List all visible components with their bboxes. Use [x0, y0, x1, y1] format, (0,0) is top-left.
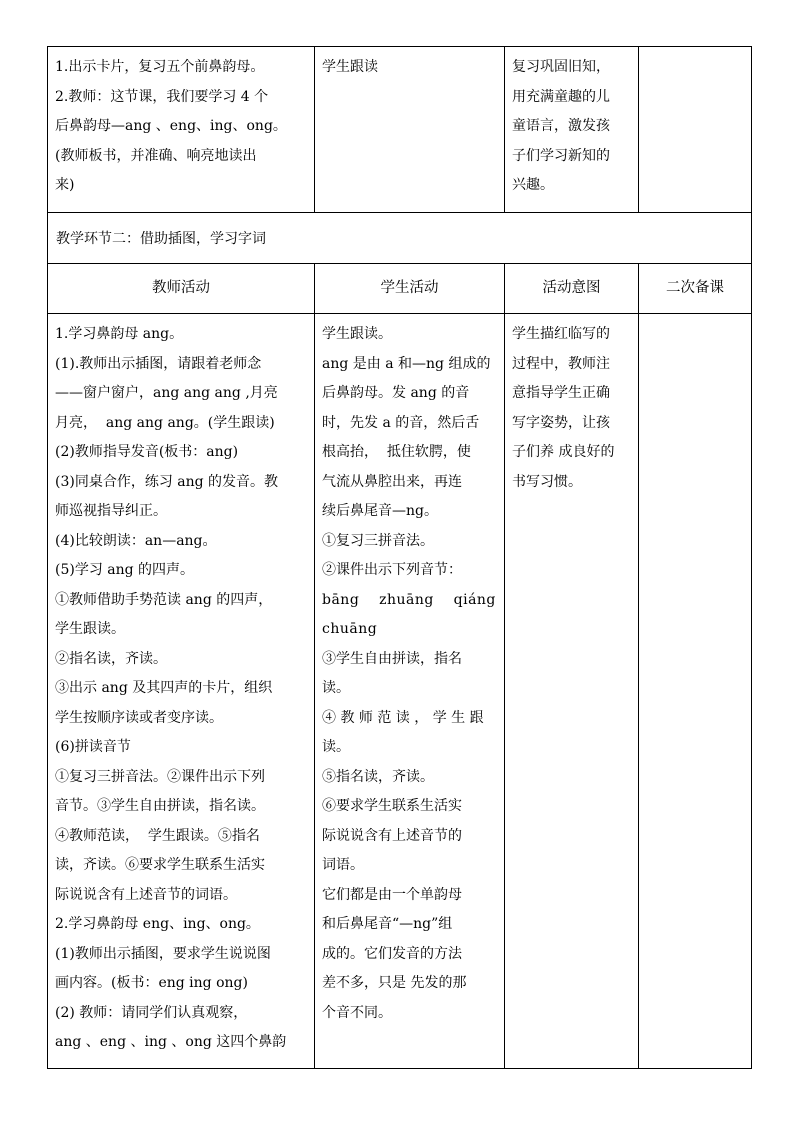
student-line: 续后鼻尾音—ng。	[322, 503, 438, 519]
purpose-line: 子们养 成良好的	[512, 444, 615, 460]
student-line: ang 是由 a 和—ng 组成的	[322, 355, 491, 372]
student-line: 个音不同。	[322, 1004, 392, 1021]
intro-teacher-line: 后鼻韵母—ang 、eng、ing、ong。	[55, 118, 287, 134]
purpose-line: 书写习惯。	[512, 473, 582, 490]
teacher-line: 音节。③学生自由拼读，指名读。	[55, 798, 265, 814]
student-line: 际说说含有上述音节的	[322, 827, 462, 844]
teacher-line: (1)教师出示插图，要求学生说说图	[55, 945, 271, 962]
section-title: 教学环节二：借助插图，学习字词	[48, 213, 752, 264]
intro-purpose-line: 童语言，激发孩	[512, 118, 610, 134]
header-row	[48, 263, 752, 314]
header-teacher-activity: 教师活动	[48, 263, 315, 314]
intro-purpose-line: 兴趣。	[512, 177, 554, 193]
teacher-line: ——窗户窗户，ang ang ang ,月亮	[55, 385, 278, 401]
teacher-line: 师巡视指导纠正。	[55, 503, 167, 519]
intro-student-line: 学生跟读	[322, 59, 378, 75]
pinyin-syllables-line: chuāng	[322, 621, 378, 637]
teacher-line: ②指名读，齐读。	[55, 650, 167, 667]
header-activity-purpose: 活动意图	[505, 263, 639, 314]
teacher-line: ③出示 ang 及其四声的卡片，组织	[55, 680, 273, 696]
teacher-line: (3)同桌合作，练习 ang 的发音。教	[55, 473, 279, 490]
intro-notes-cell	[639, 47, 752, 213]
lesson-plan-table	[47, 46, 752, 1069]
teacher-line: 1.学习鼻韵母 ang。	[55, 326, 184, 342]
student-line: 差不多，只是 先发的那	[322, 975, 467, 991]
student-line: 后鼻韵母。发 ang 的音	[322, 385, 470, 401]
main-purpose-cell	[505, 314, 639, 1069]
intro-teacher-line: 2.教师：这节课，我们要学习 4 个	[55, 88, 269, 105]
teacher-line: 2.学习鼻韵母 eng、ing、ong。	[55, 916, 260, 932]
student-line: 根高抬， 抵住软腭，使	[322, 444, 471, 460]
student-line: ④ 教 师 范 读 ， 学 生 跟	[322, 709, 484, 726]
intro-purpose-cell	[505, 47, 639, 213]
teacher-line: 画内容。(板书：eng ing ong)	[55, 975, 248, 991]
student-line: ②课件出示下列音节：	[322, 562, 462, 578]
teacher-line: 际说说含有上述音节的词语。	[55, 886, 237, 903]
main-teacher-cell	[48, 314, 315, 1069]
section-row	[48, 213, 752, 264]
student-line: ①复习三拼音法。	[322, 532, 434, 549]
teacher-line: 学生跟读。	[55, 621, 125, 637]
student-line: 气流从鼻腔出来，再连	[322, 473, 462, 490]
teacher-line: ang 、eng 、ing 、ong 这四个鼻韵	[55, 1034, 287, 1050]
header-second-prep: 二次备课	[639, 263, 752, 314]
intro-row	[48, 47, 752, 213]
student-line: ⑤指名读，齐读。	[322, 768, 434, 785]
teacher-line: 学生按顺序读或者变序读。	[55, 709, 223, 726]
student-line: 读。	[322, 739, 350, 755]
teacher-line: ①复习三拼音法。②课件出示下列	[55, 768, 265, 785]
teacher-line: (6)拼读音节	[55, 739, 131, 755]
teacher-line: ①教师借助手势范读 ang 的四声，	[55, 591, 273, 608]
intro-purpose-line: 用充满童趣的儿	[512, 88, 610, 105]
teacher-line: 月亮， ang ang ang。(学生跟读)	[55, 414, 275, 431]
teacher-line: ④教师范读， 学生跟读。⑤指名	[55, 827, 260, 844]
student-line: ③学生自由拼读，指名	[322, 650, 462, 667]
main-row	[48, 314, 752, 1069]
teacher-line: (2)教师指导发音(板书：ang)	[55, 444, 239, 460]
lesson-plan-page	[47, 46, 751, 1069]
purpose-line: 意指导学生正确	[512, 385, 610, 401]
header-student-activity: 学生活动	[315, 263, 505, 314]
main-notes-cell	[639, 314, 752, 1069]
student-line: ⑥要求学生联系生活实	[322, 798, 462, 814]
teacher-line: (1).教师出示插图，请跟着老师念	[55, 355, 262, 372]
intro-teacher-cell	[48, 47, 315, 213]
purpose-line: 过程中，教师注	[512, 355, 610, 372]
student-line: 读。	[322, 680, 350, 696]
teacher-line: (2) 教师：请同学们认真观察，	[55, 1004, 248, 1021]
student-line: 成的。它们发音的方法	[322, 945, 462, 962]
pinyin-syllables-line: bāng zhuāng qiáng	[322, 591, 496, 608]
intro-teacher-line: 来)	[55, 177, 75, 193]
intro-teacher-line: 1.出示卡片，复习五个前鼻韵母。	[55, 59, 265, 75]
student-line: 学生跟读。	[322, 326, 392, 342]
student-line: 时，先发 a 的音，然后舌	[322, 414, 480, 431]
intro-student-cell	[315, 47, 505, 213]
purpose-line: 学生描红临写的	[512, 326, 610, 342]
teacher-line: (4)比较朗读：an—ang。	[55, 532, 217, 549]
intro-teacher-line: (教师板书，并准确、响亮地读出	[55, 147, 257, 164]
teacher-line: 读，齐读。⑥要求学生联系生活实	[55, 857, 265, 873]
intro-purpose-line: 子们学习新知的	[512, 147, 610, 164]
teacher-line: (5)学习 ang 的四声。	[55, 562, 195, 578]
student-line: 和后鼻尾音“—ng”组	[322, 916, 453, 932]
purpose-line: 写字姿势，让孩	[512, 414, 610, 431]
student-line: 词语。	[322, 857, 364, 873]
student-line: 它们都是由一个单韵母	[322, 886, 462, 903]
main-student-cell	[315, 314, 505, 1069]
intro-purpose-line: 复习巩固旧知，	[512, 59, 610, 75]
